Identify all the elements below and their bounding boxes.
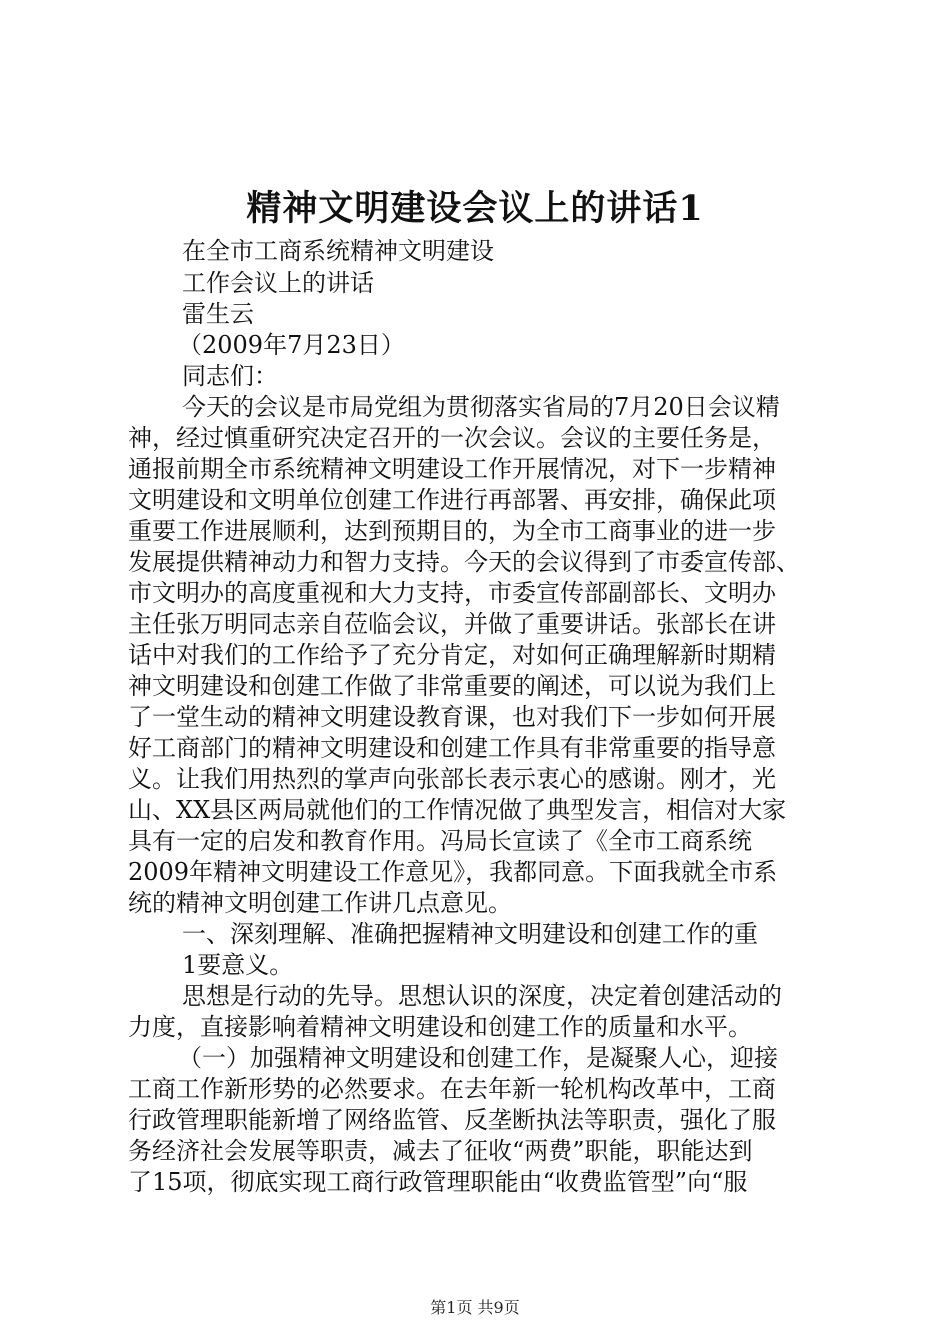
body-line: 市文明办的高度重视和大力支持，市委宣传部副部长、文明办 bbox=[128, 579, 776, 607]
body-line: 工商工作新形势的必然要求。在去年新一轮机构改革中，工商 bbox=[128, 1075, 776, 1103]
body-line: 义。让我们用热烈的掌声向张部长表示衷心的感谢。刚才，光 bbox=[128, 765, 776, 793]
body-line: 统的精神文明创建工作讲几点意见。 bbox=[128, 889, 512, 917]
subsection-line: （一）加强精神文明建设和创建工作，是凝聚人心，迎接 bbox=[178, 1044, 778, 1072]
body-line: 思想是行动的先导。思想认识的深度，决定着创建活动的 bbox=[182, 982, 782, 1010]
body-line: 文明建设和文明单位创建工作进行再部署、再安排，确保此项 bbox=[128, 486, 776, 514]
salutation: 同志们： bbox=[182, 362, 278, 390]
subtitle-line-1: 在全市工商系统精神文明建设 bbox=[182, 237, 494, 265]
document-title: 精神文明建设会议上的讲话1 bbox=[246, 188, 704, 229]
speech-date: （2009年7月23日） bbox=[178, 331, 405, 359]
body-line: 主任张万明同志亲自莅临会议，并做了重要讲话。张部长在讲 bbox=[128, 610, 776, 638]
section-heading: 一、深刻理解、准确把握精神文明建设和创建工作的重 bbox=[182, 920, 758, 948]
body-line: 山、XX县区两局就他们的工作情况做了典型发言，相信对大家 bbox=[128, 796, 787, 824]
body-line: 神文明建设和创建工作做了非常重要的阐述，可以说为我们上 bbox=[128, 672, 776, 700]
body-line: 2009年精神文明建设工作意见》，我都同意。下面我就全市系 bbox=[128, 858, 778, 886]
body-line: 了一堂生动的精神文明建设教育课，也对我们下一步如何开展 bbox=[128, 703, 776, 731]
body-line: 具有一定的启发和教育作用。冯局长宣读了《全市工商系统 bbox=[128, 827, 752, 855]
body-line: 行政管理职能新增了网络监管、反垄断执法等职责，强化了服 bbox=[128, 1106, 776, 1134]
author-name: 雷生云 bbox=[182, 300, 254, 328]
subtitle-line-2: 工作会议上的讲话 bbox=[182, 269, 374, 297]
body-line: 重要工作进展顺利，达到预期目的，为全市工商事业的进一步 bbox=[128, 517, 776, 545]
body-line: 力度，直接影响着精神文明建设和创建工作的质量和水平。 bbox=[128, 1013, 752, 1041]
body-line: 发展提供精神动力和智力支持。今天的会议得到了市委宣传部、 bbox=[128, 548, 800, 576]
body-line: 务经济社会发展等职责，减去了征收“两费”职能，职能达到 bbox=[128, 1137, 753, 1165]
body-line: 好工商部门的精神文明建设和创建工作具有非常重要的指导意 bbox=[128, 734, 776, 762]
page-footer: 第1页 共9页 bbox=[430, 1298, 520, 1317]
body-line: 神，经过慎重研究决定召开的一次会议。会议的主要任务是， bbox=[128, 424, 776, 452]
section-heading: 1要意义。 bbox=[182, 951, 294, 979]
body-line: 通报前期全市系统精神文明建设工作开展情况，对下一步精神 bbox=[128, 455, 776, 483]
body-line: 今天的会议是市局党组为贯彻落实省局的7月20日会议精 bbox=[182, 393, 780, 421]
body-line: 话中对我们的工作给予了充分肯定，对如何正确理解新时期精 bbox=[128, 641, 776, 669]
body-line: 了15项，彻底实现工商行政管理职能由“收费监管型”向“服 bbox=[128, 1168, 748, 1196]
